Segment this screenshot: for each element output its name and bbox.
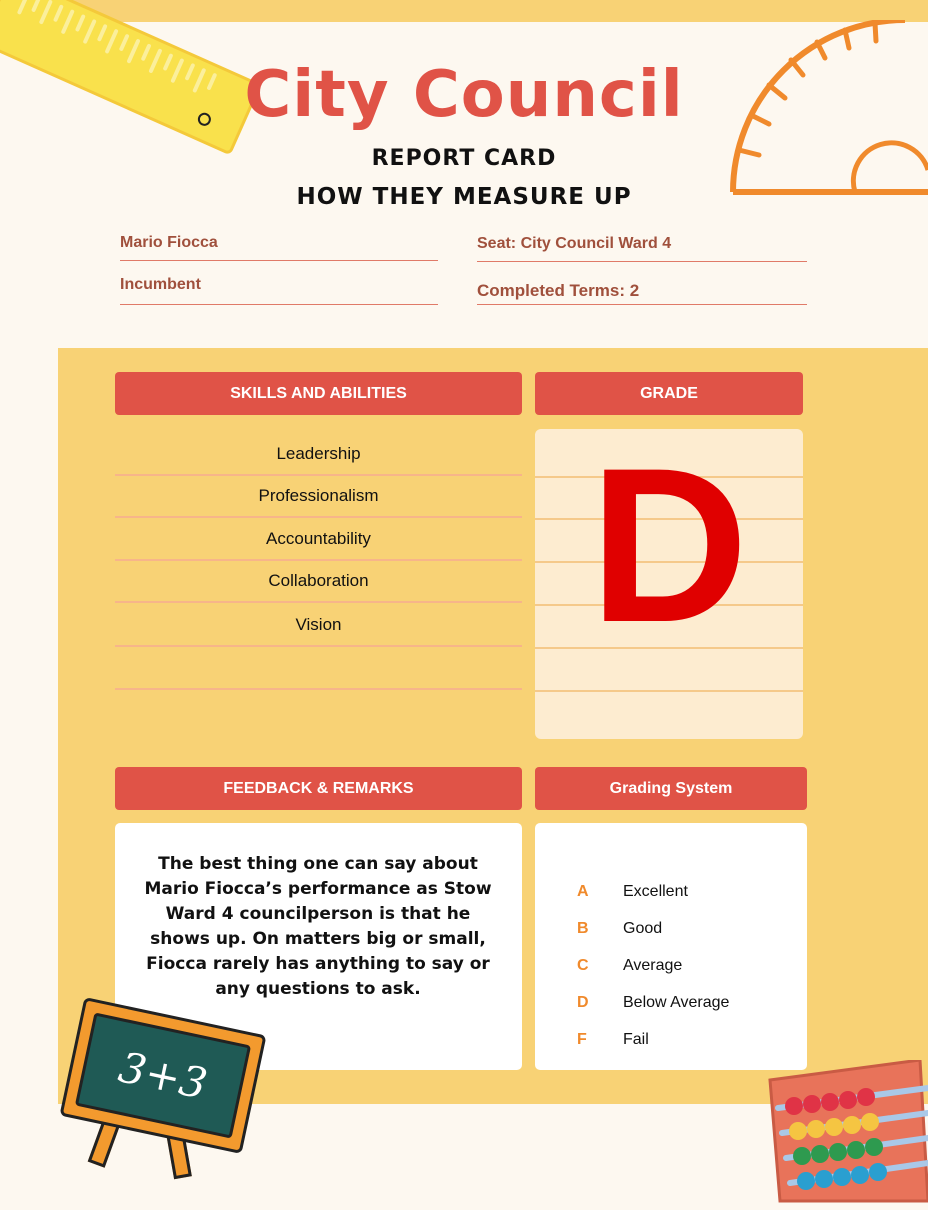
divider xyxy=(120,260,438,261)
divider xyxy=(115,688,522,690)
skill-item: Accountability xyxy=(266,529,371,548)
grading-system-header: Grading System xyxy=(535,767,807,810)
grading-row xyxy=(577,957,682,975)
feedback-text: The best thing one can say about Mario Fiocca’s performance as Stow Ward 4 councilperson is that he shows up. On matters big or small, Fiocca rarely has anything to say or any questions to ask. xyxy=(144,854,492,999)
candidate-name: Mario Fiocca xyxy=(120,234,218,251)
grade-label: Excellent xyxy=(623,883,688,900)
grade-label: Fail xyxy=(623,1031,649,1048)
grade-label: Average xyxy=(623,957,683,974)
grade-label: Good xyxy=(623,920,663,937)
divider xyxy=(115,516,522,518)
page-subtitle: REPORT CARD xyxy=(371,146,557,171)
skill-item: Professionalism xyxy=(258,486,379,505)
grade-key: B xyxy=(577,920,589,937)
divider xyxy=(477,261,807,262)
divider xyxy=(120,304,438,305)
candidate-status: Incumbent xyxy=(120,276,201,293)
grading-row xyxy=(577,994,729,1012)
skills-header: SKILLS AND ABILITIES xyxy=(115,372,522,415)
divider xyxy=(115,645,522,647)
skill-item: Collaboration xyxy=(268,571,369,590)
terms-label: Completed Terms: 2 xyxy=(477,281,640,300)
skill-item: Leadership xyxy=(276,444,361,463)
grade-key: D xyxy=(577,994,589,1011)
chalkboard-text: 3+3 xyxy=(75,1012,251,1138)
grading-row xyxy=(577,920,662,938)
divider xyxy=(115,559,522,561)
divider xyxy=(477,304,807,305)
grading-row xyxy=(577,883,688,901)
grade-header: GRADE xyxy=(535,372,803,415)
page-tagline: HOW THEY MEASURE UP xyxy=(296,184,632,210)
divider xyxy=(115,474,522,476)
divider xyxy=(115,601,522,603)
grade-value: D xyxy=(589,422,749,668)
seat-label: Seat: City Council Ward 4 xyxy=(477,235,672,252)
grade-key: F xyxy=(577,1031,587,1048)
top-band xyxy=(0,0,928,22)
grading-system-card xyxy=(535,823,807,1070)
grade-label: Below Average xyxy=(623,994,730,1011)
feedback-header: FEEDBACK & REMARKS xyxy=(115,767,522,810)
grade-key: A xyxy=(577,883,589,900)
page-title: City Council xyxy=(244,58,684,132)
grade-key: C xyxy=(577,957,589,974)
abacus-icon xyxy=(760,1060,928,1210)
skill-item: Vision xyxy=(295,615,342,634)
grading-row xyxy=(577,1031,649,1049)
